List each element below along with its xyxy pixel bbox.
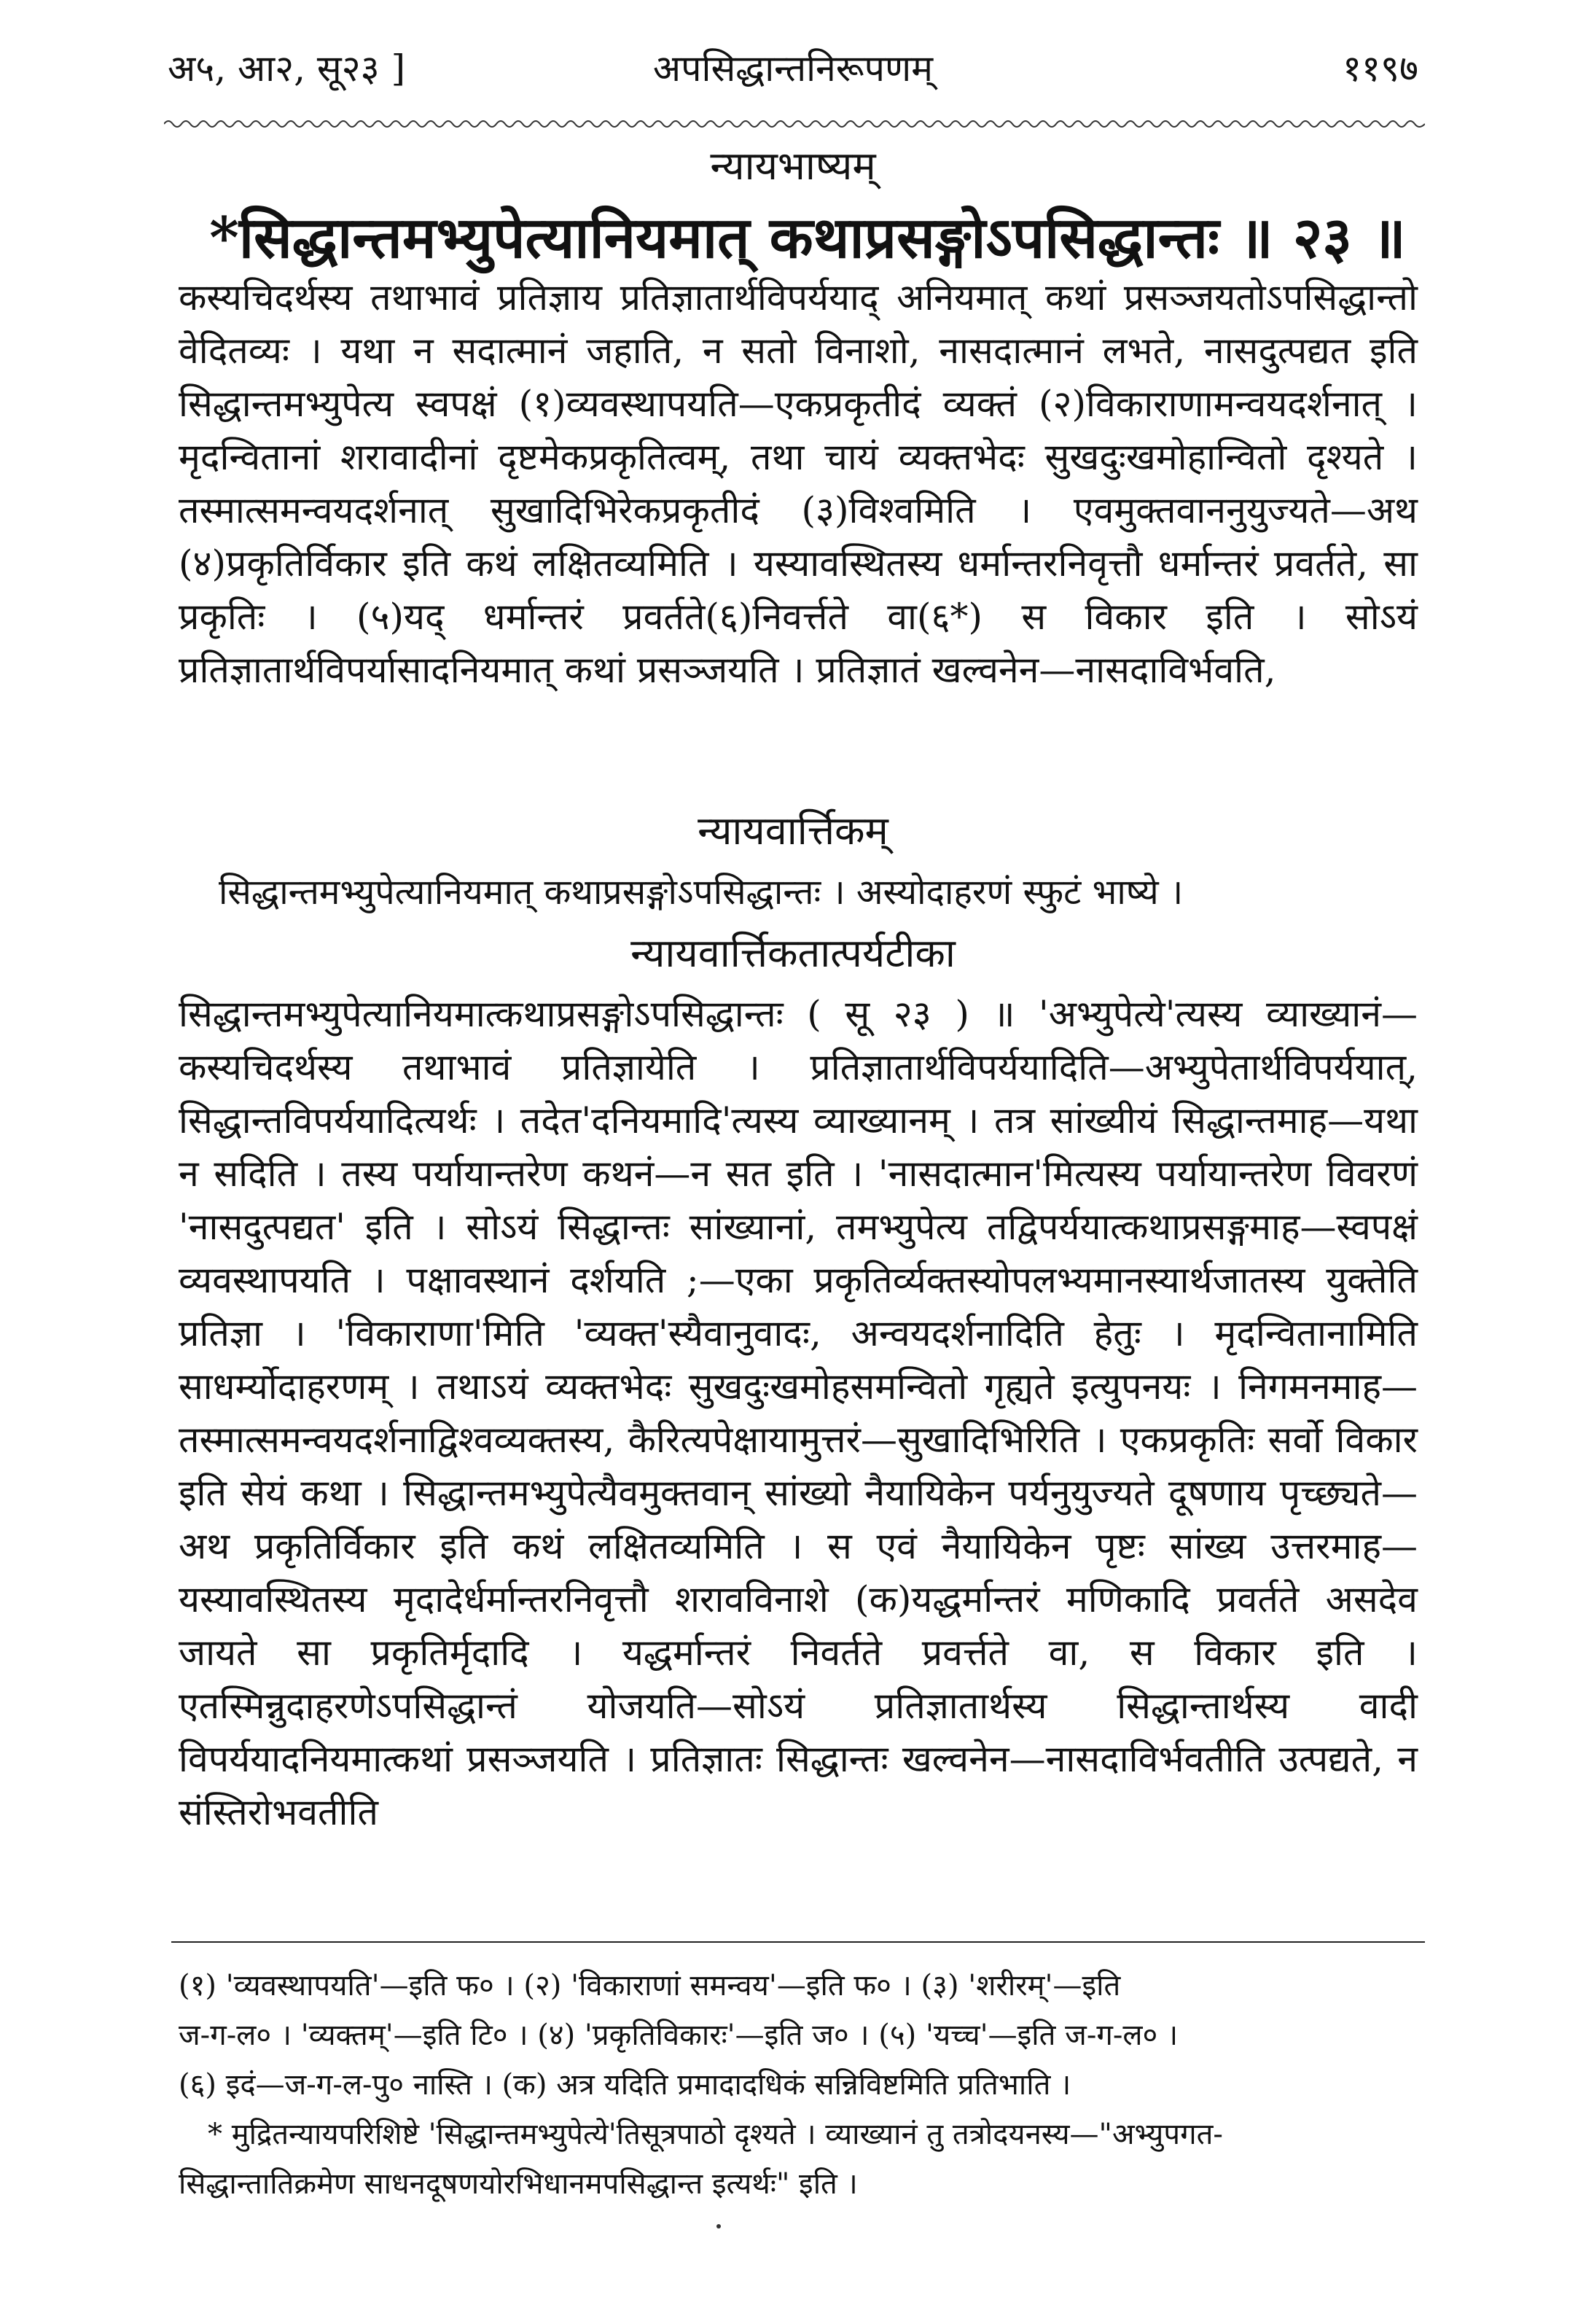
running-head [168,42,1418,108]
print-dot [716,2224,721,2229]
page-topic: अपसिद्धान्तनिरूपणम् [652,47,934,90]
footnotes [179,1961,1418,2209]
vartika-text: सिद्धान्तमभ्युपेत्यानियमात् कथाप्रसङ्गोऽपसिद्धान्तः । अस्योदाहरणं स्फुटं भाष्ये । [219,872,1184,913]
sutra-line: *सिद्धान्तमभ्युपेत्यानियमात् कथाप्रसङ्गोऽपसिद्धान्तः ॥ २३ ॥ [209,205,1406,271]
bhashya-text: कस्यचिदर्थस्य तथाभावं प्रतिज्ञाय प्रतिज्ञातार्थविपर्ययाद् अनियमात् कथां प्रसञ्जयतोऽपसिद्धान्तो वेदितव्यः । यथा न सदात्मानं जहाति, न सतो विनाशो, नासदात्मानं लभते, नासदुत्पद्यत इति सिद्धान्तमभ्युपेत्य स्वपक्षं (१)व्यवस्थापयति—एकप्रकृतीदं व्यक्तं (२)विकाराणामन्वयदर्शनात् । मृदन्वितानां शरावादीनां दृष्टमेकप्रकृतित्वम्, तथा चायं व्यक्तभेदः सुखदुःखमोहान्वितो दृश्यते । तस्मात्समन्वयदर्शनात् सुखादिभिरेकप्रकृतीदं (३)विश्वमिति । एवमुक्तवाननुयुज्यते—अथ (४)प्रकृतिर्विकार इति कथं लक्षितव्यमिति । यस्यावस्थितस्य धर्मान्तरनिवृत्तौ धर्मान्तरं प्रवर्तते, सा प्रकृतिः । (५)यद् धर्मान्तरं प्रवर्तते(६)निवर्त्तते वा(६*) स विकार इति । सोऽयं प्रतिज्ञातार्थविपर्यासादनियमात् कथां प्रसञ्जयति । प्रतिज्ञातं खल्वनेन—नासदाविर्भवति, [179,276,1418,691]
bhashya-heading: न्यायभाष्यम् [710,143,876,189]
tika-text: सिद्धान्तमभ्युपेत्यानियमात्कथाप्रसङ्गोऽपसिद्धान्तः ( सू २३ ) ॥ 'अभ्युपेत्ये'त्यस्य व्याख्यानं—कस्यचिदर्थस्य तथाभावं प्रतिज्ञायेति । प्रतिज्ञातार्थविपर्ययादिति—अभ्युपेतार्थविपर्ययात्, सिद्धान्तविपर्ययादित्यर्थः । तदेत'दनियमादि'त्यस्य व्याख्यानम् । तत्र सांख्यीयं सिद्धान्तमाह—यथा न सदिति । तस्य पर्यायान्तरेण कथनं—न सत इति । 'नासदात्मान'मित्यस्य पर्यायान्तरेण विवरणं 'नासदुत्पद्यत' इति । सोऽयं सिद्धान्तः सांख्यानां, तमभ्युपेत्य तद्विपर्ययात्कथाप्रसङ्गमाह—स्वपक्षं व्यवस्थापयति । पक्षावस्थानं दर्शयति ;—एका प्रकृतिर्व्यक्तस्योपलभ्यमानस्यार्थजातस्य युक्तेति प्रतिज्ञा । 'विकाराणा'मिति 'व्यक्त'स्यैवानुवादः, अन्वयदर्शनादिति हेतुः । मृदन्वितानामिति साधर्म्योदाहरणम् । तथाऽयं व्यक्तभेदः सुखदुःखमोहसमन्वितो गृह्यते इत्युपनयः । निगमनमाह—तस्मात्समन्वयदर्शनाद्विश्वव्यक्तस्य, कैरित्यपेक्षायामुत्तरं—सुखादिभिरिति । एकप्रकृतिः सर्वो विकार इति सेयं कथा । सिद्धान्तमभ्युपेत्यैवमुक्तवान् सांख्यो नैयायिकेन पर्यनुयुज्यते दूषणाय पृच्छ्यते—अथ प्रकृतिर्विकार इति कथं लक्षितव्यमिति । स एवं नैयायिकेन पृष्टः सांख्य उत्तरमाह—यस्यावस्थितस्य मृदादेर्धर्मान्तरनिवृत्तौ शरावविनाशे (क)यद्धर्मान्तरं मणिकादि प्रवर्तते असदेव जायते सा प्रकृतिर्मृदादि । यद्धर्मान्तरं निवर्तते प्रवर्त्तते वा, स विकार इति । एतस्मिन्नुदाहरणेऽपसिद्धान्तं योजयति—सोऽयं प्रतिज्ञातार्थस्य सिद्धान्तार्थस्य वादी विपर्ययादनियमात्कथां प्रसञ्जयति । प्रतिज्ञातः सिद्धान्तः खल्वनेन—नासदाविर्भवतीति उत्पद्यते, न संस्तिरोभवतीति [179,993,1418,1833]
footnote-line: (१) 'व्यवस्थापयति'—इति फ० । (२) 'विकाराणां समन्वय'—इति फ० । (३) 'शरीरम्'—इति [179,1969,1121,2003]
footnote-rule [171,1941,1425,1943]
star-footnote: सिद्धान्तातिक्रमेण साधनदूषणयोरभिधानमपसिद्धान्त इत्यर्थः" इति । [179,2167,858,2201]
star-footnote: * मुद्रितन्यायपरिशिष्टे 'सिद्धान्तमभ्युपेत्ये'तिसूत्रपाठो दृश्यते । व्याख्यानं तु तत्रोदयनस्य—"अभ्युपगत- [208,2118,1223,2151]
tika-heading: न्यायवार्त्तिकतात्पर्यटीका [630,930,956,976]
vartika-heading: न्यायवार्त्तिकम् [698,808,888,854]
wavy-divider [164,117,1425,131]
footnote-line: ज-ग-ल० । 'व्यक्तम्'—इति टि० । (४) 'प्रकृतिविकारः'—इति ज० । (५) 'यच्च'—इति ज-ग-ल० । [179,2019,1179,2052]
page-number: ११९७ [1343,47,1418,90]
footnote-line: (६) इदं—ज-ग-ल-पु० नास्ति । (क) अत्र यदिति प्रमादादधिकं सन्निविष्टमिति प्रतिभाति । [179,2068,1071,2102]
chapter-reference: अ५, आ२, सू२३ ] [168,47,406,90]
